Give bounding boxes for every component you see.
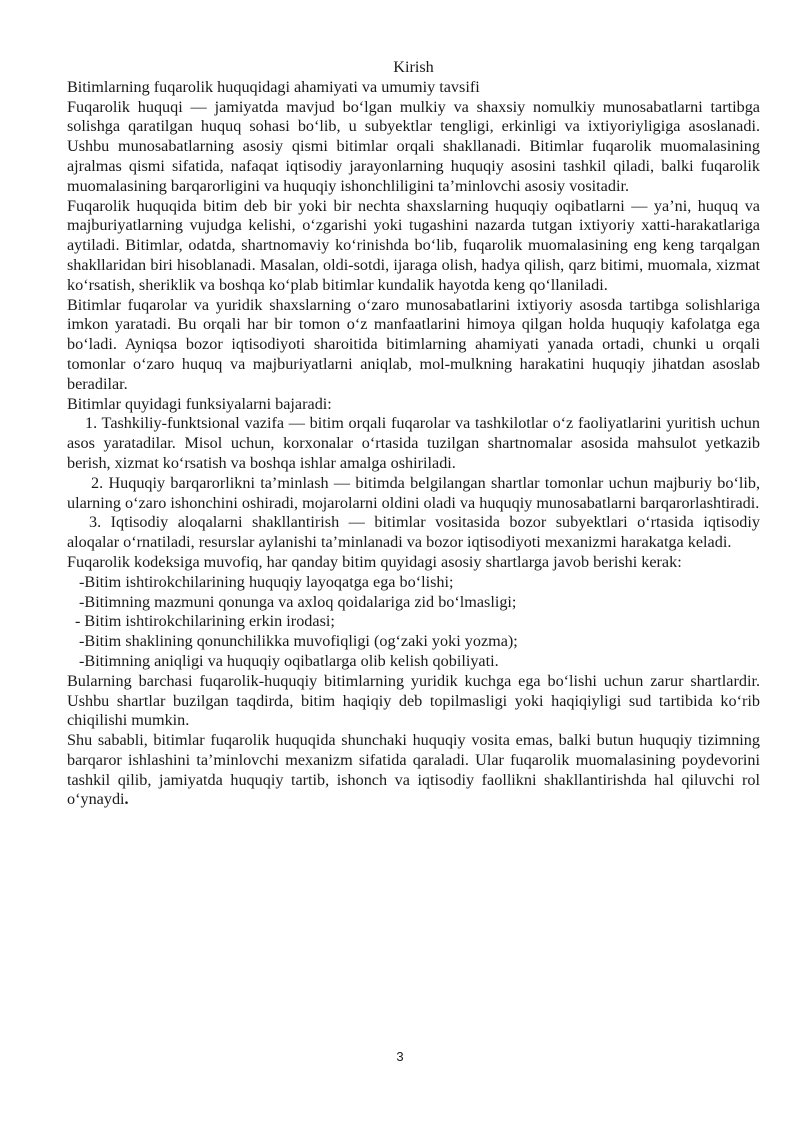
document-body — [67, 58, 760, 810]
condition-item-4: -Bitim shaklining qonunchilikka muvofiqligi (og‘zaki yoki yozma); — [79, 632, 518, 651]
condition-item-3: - Bitim ishtirokchilarining erkin irodasi; — [75, 612, 335, 631]
document-subtitle: Bitimlarning fuqarolik huquqidagi ahamiyati va umumiy tavsifi — [67, 77, 480, 96]
function-item-3: 3. Iqtisodiy aloqalarni shakllantirish — bitimlar vositasida bozor subyektlari o‘rtasida iqtisodiy aloqalar o‘rnatiladi, resurslar aylanishi ta’minlanadi va bozor iqtisodiyoti mexanizmi harakatga keladi. — [67, 513, 760, 552]
paragraph-importance: Bitimlar fuqarolar va yuridik shaxslarning o‘zaro munosabatlarini ixtiyoriy asosda tartibga solishlariga imkon yaratadi. Bu orqali har bir tomon o‘z manfaatlarini himoya qilgan holda huquqiy kafolatga ega bo‘ladi. Ayniqsa bozor iqtisodiyoti sharoitida bitimlarning ahamiyati yanada ortadi, chunki u orqali tomonlar o‘zaro huquq va majburiyatlarni aniqlab, mol-mulkning harakatini huquqiy jihatdan asoslab beradilar. — [67, 295, 760, 393]
paragraph-intro: Fuqarolik huquqi — jamiyatda mavjud bo‘lgan mulkiy va shaxsiy nomulkiy munosabatlarni tartibga solishga qaratilgan huquq sohasi bo‘lib, u subyektlar tengligi, erkinligi va ixtiyoriyligiga asoslanadi. Ushbu munosabatlarning asosiy qismi bitimlar orqali shakllanadi. Bitimlar fuqarolik muomalasining ajralmas qismi sifatida, nafaqat iqtisodiy jarayonlarning huquqiy asosini tashkil qiladi, balki fuqarolik muomalasining barqarorligini va huquqiy ishonchliligini ta’minlovchi asosiy vositadir. — [67, 97, 760, 195]
condition-item-2: -Bitimning mazmuni qonunga va axloq qoidalariga zid bo‘lmasligi; — [79, 592, 517, 611]
page-number: 3 — [396, 1049, 404, 1064]
function-item-2: 2. Huquqiy barqarorlikni ta’minlash — bitimda belgilangan shartlar tomonlar uchun majburiy bo‘lib, ularning o‘zaro ishonchini oshiradi, mojarolarni oldini oladi va huquqiy munosabatlarni barqarorlashtiradi. — [67, 473, 760, 512]
paragraph-conditions-intro: Fuqarolik kodeksiga muvofiq, har qanday bitim quyidagi asosiy shartlarga javob berishi kerak: — [67, 552, 682, 571]
paragraph-definition: Fuqarolik huquqida bitim deb bir yoki bir nechta shaxslarning huquqiy oqibatlarni — ya’ni, huquq va majburiyatlarning vujudga kelishi, o‘zgarishi yoki tugashini nazarda tutgan ixtiyoriy xatti-harakatlariga aytiladi. Bitimlar, odatda, shartnomaviy ko‘rinishda bo‘lib, fuqarolik muomalasining eng keng tarqalgan shakllaridan biri hisoblanadi. Masalan, oldi-sotdi, ijaraga olish, hadya qilish, qarz bitimi, muomala, xizmat ko‘rsatish, sheriklik va boshqa ko‘plab bitimlar kundalik hayotda keng qo‘llaniladi. — [67, 196, 760, 294]
paragraph-functions-intro: Bitimlar quyidagi funksiyalarni bajaradi: — [67, 394, 332, 413]
conclusion-text: Shu sababli, bitimlar fuqarolik huquqida shunchaki huquqiy vosita emas, balki butun huquqiy tizimning barqaror ishlashini ta’minlovchi mexanizm sifatida qaraladi. Ular fuqarolik muomalasining poydevorini tashkil qilib, jamiyatda huquqiy tartib, ishonch va iqtisodiy faollikni shakllantirishda hal qiluvchi rol o‘ynaydi — [67, 731, 760, 809]
function-item-1: 1. Tashkiliy-funktsional vazifa — bitim orqali fuqarolar va tashkilotlar o‘z faoliyatlarini yuritish uchun asos yaratadilar. Misol uchun, korxonalar o‘rtasida tuzilgan shartnomalar asosida mahsulot yetkazib berish, xizmat ko‘rsatish va boshqa ishlar amalga oshiriladi. — [67, 414, 760, 472]
condition-item-1: -Bitim ishtirokchilarining huquqiy layoqatga ega bo‘lishi; — [79, 572, 454, 591]
document-title: Kirish — [393, 58, 434, 76]
paragraph-requirements: Bularning barchasi fuqarolik-huquqiy bitimlarning yuridik kuchga ega bo‘lishi uchun zarur shartlardir. Ushbu shartlar buzilgan taqdirda, bitim haqiqiy deb topilmasligi yoki haqiqiyligi sud tartibida ko‘rib chiqilishi mumkin. — [67, 671, 760, 730]
conclusion-period: . — [124, 790, 129, 809]
paragraph-conclusion — [67, 731, 760, 810]
condition-item-5: -Bitimning aniqligi va huquqiy oqibatlarga olib kelish qobiliyati. — [79, 651, 499, 670]
